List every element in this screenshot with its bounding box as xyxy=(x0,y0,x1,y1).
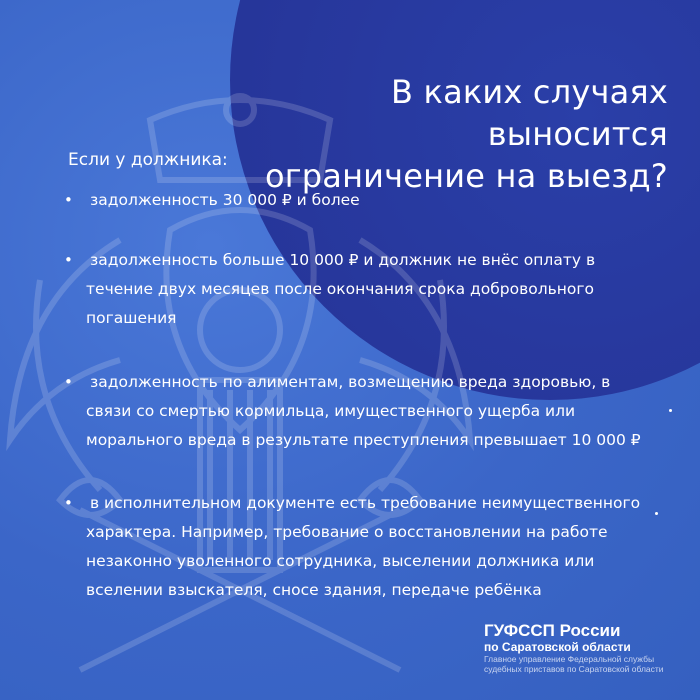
logo-name: ГУФССП России xyxy=(484,621,621,640)
bullet-icon: • xyxy=(64,191,73,209)
list-item xyxy=(64,186,654,215)
logo-desc-line-1: Главное управление Федеральной службы xyxy=(484,654,655,664)
organization-logo xyxy=(484,622,684,674)
list-item-text: задолженность больше 10 000 ₽ и должник не внёс оплату в течение двух месяцев после окончания срока добровольного погашения xyxy=(86,251,596,327)
conditions-list xyxy=(64,186,654,605)
title-line-2: ограничение на выезд? xyxy=(264,157,668,196)
bullet-icon: • xyxy=(64,251,73,269)
list-item-text: в исполнительном документе есть требование неимущественного характера. Например, требование о восстановлении на работе незаконно уволенного сотрудника, выселении должника или вселении взыскателя, сносе здания, передаче ребёнка xyxy=(86,494,641,599)
logo-desc-line-2: судебных приставов по Саратовской области xyxy=(484,664,664,674)
list-item xyxy=(64,246,654,333)
bullet-icon: • xyxy=(64,373,73,391)
logo-region: по Саратовской области xyxy=(484,640,631,654)
bullet-icon: • xyxy=(64,494,73,512)
list-item xyxy=(64,368,654,455)
star-decoration xyxy=(655,512,658,515)
list-item-text: задолженность по алиментам, возмещению вреда здоровью, в связи со смертью кормильца, имущественного ущерба или морального вреда в результате преступления превышает 10 000 ₽ xyxy=(86,373,641,449)
subtitle: Если у должника: xyxy=(68,150,228,170)
star-decoration xyxy=(669,409,672,412)
page-title xyxy=(208,71,668,197)
list-item-text: задолженность 30 000 ₽ и более xyxy=(90,191,360,209)
title-line-1: В каких случаях выносится xyxy=(391,73,668,154)
list-item xyxy=(64,489,654,605)
